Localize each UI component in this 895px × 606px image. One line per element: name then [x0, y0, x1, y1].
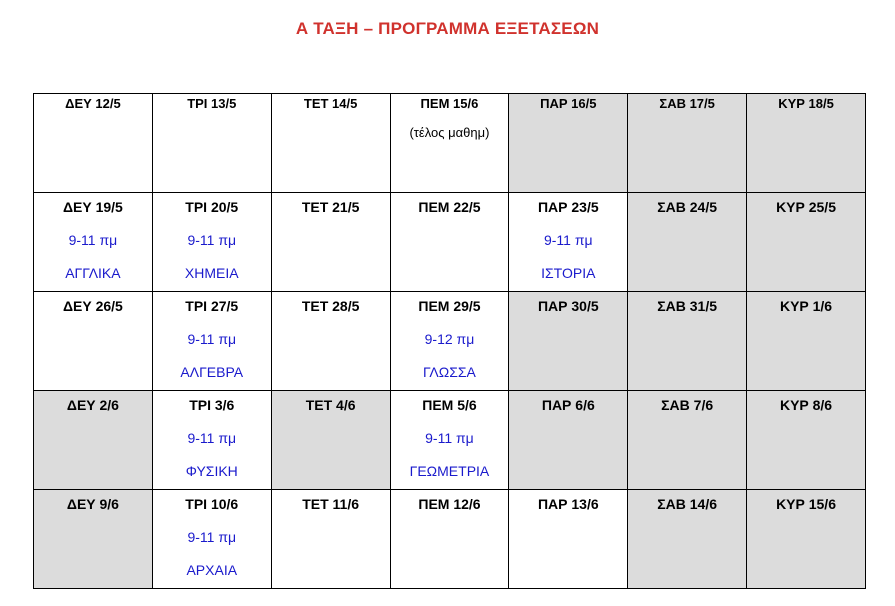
day-label: ΤΕΤ 11/6	[302, 496, 360, 512]
calendar-day-cell	[34, 490, 153, 589]
calendar-day-cell	[509, 490, 628, 589]
exam-time: 9-11 πμ	[68, 232, 118, 248]
exam-subject: ΑΓΓΛΙΚΑ	[65, 265, 121, 281]
exam-time: 9-11 πμ	[425, 430, 474, 446]
calendar-day-cell	[390, 94, 509, 193]
day-label: ΣΑΒ 17/5	[659, 96, 715, 111]
calendar-day-cell	[271, 292, 390, 391]
calendar-day-cell	[628, 292, 747, 391]
day-label: ΠΑΡ 23/5	[537, 199, 599, 215]
calendar-day-cell	[628, 94, 747, 193]
day-label: ΠΑΡ 6/6	[541, 397, 595, 413]
day-label: ΤΕΤ 28/5	[301, 298, 360, 314]
calendar-week-row	[34, 193, 866, 292]
calendar-day-cell	[34, 94, 153, 193]
day-label: ΤΕΤ 21/5	[301, 199, 360, 215]
exam-calendar-table	[33, 93, 866, 589]
calendar-day-cell	[34, 292, 153, 391]
calendar-day-cell	[747, 292, 866, 391]
day-label: ΚΥΡ 8/6	[779, 397, 833, 413]
day-label: ΠΕΜ 12/6	[418, 496, 481, 512]
calendar-day-cell	[628, 490, 747, 589]
calendar-day-cell	[152, 391, 271, 490]
page-title: Α ΤΑΞΗ – ΠΡΟΓΡΑΜΜΑ ΕΞΕΤΑΣΕΩΝ	[295, 19, 600, 38]
calendar-day-cell	[390, 490, 509, 589]
calendar-day-cell	[152, 292, 271, 391]
exam-subject: ΧΗΜΕΙΑ	[184, 265, 239, 281]
day-label: ΠΕΜ 22/5	[418, 199, 481, 215]
calendar-day-cell	[152, 94, 271, 193]
day-label: ΚΥΡ 15/6	[776, 496, 836, 512]
day-label: ΠΕΜ 5/6	[422, 397, 477, 413]
exam-subject: ΓΕΩΜΕΤΡΙΑ	[409, 463, 490, 479]
calendar-day-cell	[509, 391, 628, 490]
calendar-day-cell	[271, 193, 390, 292]
calendar-day-cell	[747, 94, 866, 193]
day-label: ΚΥΡ 18/5	[778, 96, 834, 111]
calendar-day-cell	[747, 193, 866, 292]
calendar-day-cell	[271, 490, 390, 589]
exam-time: 9-11 πμ	[187, 232, 237, 248]
exam-subject: ΦΥΣΙΚΗ	[185, 463, 238, 479]
day-label: ΤΡΙ 27/5	[185, 298, 239, 314]
calendar-day-cell	[509, 94, 628, 193]
calendar-day-cell	[509, 193, 628, 292]
calendar-day-cell	[628, 391, 747, 490]
calendar-day-cell	[390, 193, 509, 292]
exam-subject: ΑΡΧΑΙΑ	[186, 562, 238, 578]
day-label: ΣΑΒ 14/6	[657, 496, 718, 512]
day-note: (τέλος μαθημ)	[409, 125, 490, 140]
day-label: ΔΕΥ 2/6	[66, 397, 119, 413]
day-label: ΣΑΒ 31/5	[657, 298, 718, 314]
calendar-day-cell	[747, 391, 866, 490]
day-label: ΤΡΙ 20/5	[185, 199, 239, 215]
day-label: ΤΕΤ 14/5	[303, 96, 358, 111]
day-label: ΤΡΙ 3/6	[189, 397, 235, 413]
calendar-day-cell	[628, 193, 747, 292]
calendar-day-cell	[152, 490, 271, 589]
exam-subject: ΑΛΓΕΒΡΑ	[180, 364, 244, 380]
exam-time: 9-11 πμ	[187, 430, 237, 446]
calendar-day-cell	[747, 490, 866, 589]
day-label: ΠΑΡ 16/5	[540, 96, 597, 111]
exam-subject: ΙΣΤΟΡΙΑ	[541, 265, 596, 281]
calendar-day-cell	[34, 193, 153, 292]
day-label: ΠΑΡ 30/5	[537, 298, 599, 314]
calendar-week-row	[34, 490, 866, 589]
day-label: ΔΕΥ 9/6	[66, 496, 119, 512]
day-label: ΤΡΙ 13/5	[187, 96, 237, 111]
day-label: ΠΕΜ 29/5	[418, 298, 481, 314]
day-label: ΠΕΜ 15/6	[420, 96, 479, 111]
exam-time: 9-11 πμ	[187, 529, 237, 545]
day-label: ΣΑΒ 24/5	[657, 199, 718, 215]
day-label: ΚΥΡ 1/6	[779, 298, 833, 314]
exam-subject: ΓΛΩΣΣΑ	[423, 364, 476, 380]
day-label: ΣΑΒ 7/6	[661, 397, 714, 413]
calendar-day-cell	[390, 391, 509, 490]
calendar-week-row	[34, 94, 866, 193]
day-label: ΚΥΡ 25/5	[776, 199, 836, 215]
calendar-day-cell	[271, 391, 390, 490]
day-label: ΠΑΡ 13/6	[537, 496, 599, 512]
calendar-week-row	[34, 391, 866, 490]
day-label: ΔΕΥ 12/5	[65, 96, 121, 111]
calendar-day-cell	[271, 94, 390, 193]
day-label: ΤΕΤ 4/6	[305, 397, 356, 413]
day-label: ΤΡΙ 10/6	[185, 496, 239, 512]
day-label: ΔΕΥ 26/5	[62, 298, 123, 314]
exam-time: 9-12 πμ	[424, 331, 475, 347]
exam-time: 9-11 πμ	[187, 331, 237, 347]
calendar-day-cell	[509, 292, 628, 391]
day-label: ΔΕΥ 19/5	[62, 199, 123, 215]
calendar-day-cell	[152, 193, 271, 292]
calendar-day-cell	[34, 391, 153, 490]
calendar-day-cell	[390, 292, 509, 391]
exam-time: 9-11 πμ	[543, 232, 593, 248]
calendar-week-row	[34, 292, 866, 391]
